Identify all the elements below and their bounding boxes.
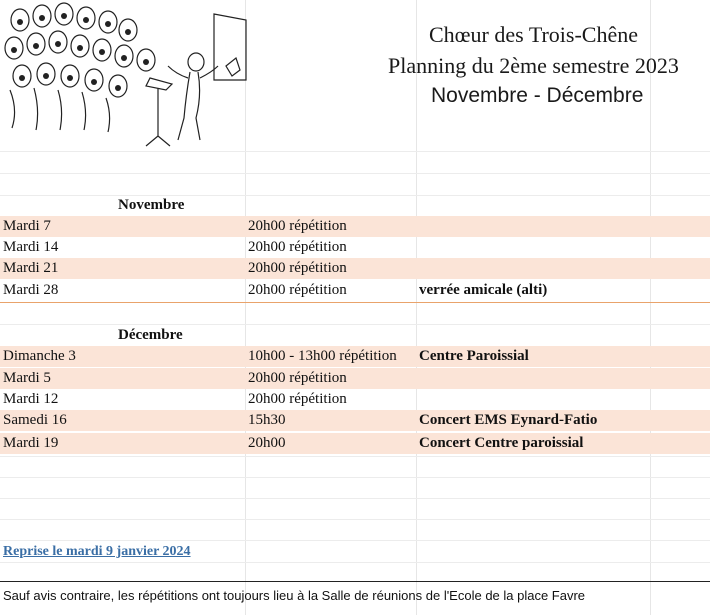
grid-line	[0, 195, 710, 196]
row-time: 20h00 répétition	[248, 282, 347, 298]
row-day: Mardi 12	[3, 391, 59, 407]
row-day: Mardi 19	[3, 435, 59, 451]
choir-name: Chœur des Trois-Chêne	[429, 22, 639, 47]
row-time: 20h00 répétition	[248, 218, 347, 234]
schedule-row	[0, 346, 710, 367]
grid-line	[0, 477, 710, 478]
row-day: Mardi 5	[3, 370, 51, 386]
grid-line	[416, 0, 417, 615]
row-note: verrée amicale (alti)	[419, 282, 548, 298]
grid-line	[0, 173, 710, 174]
grid-line	[0, 519, 710, 520]
row-day: Mardi 7	[3, 218, 51, 234]
row-day: Mardi 14	[3, 239, 59, 255]
row-note: Centre Paroissial	[419, 348, 529, 364]
schedule-row	[0, 237, 710, 258]
schedule-row	[0, 389, 710, 410]
row-day: Mardi 21	[3, 260, 59, 276]
section-divider	[0, 302, 710, 303]
row-time: 15h30	[248, 412, 286, 428]
schedule-row	[0, 216, 710, 237]
grid-line	[0, 562, 710, 563]
grid-line	[0, 324, 710, 325]
grid-line	[0, 151, 710, 152]
schedule-row	[0, 280, 710, 301]
month-heading-novembre: Novembre	[118, 197, 185, 213]
row-note: Concert EMS Eynard-Fatio	[419, 412, 598, 428]
footer-note: Sauf avis contraire, les répétitions ont toujours lieu à la Salle de réunions de l'Ecole de la place Favre	[3, 588, 586, 603]
schedule-row	[0, 433, 710, 454]
grid-line	[650, 0, 651, 615]
period-subtitle: Novembre - Décembre	[431, 84, 644, 107]
row-note: Concert Centre paroissial	[419, 435, 584, 451]
row-time: 20h00	[248, 435, 286, 451]
grid-line	[0, 456, 710, 457]
row-time: 20h00 répétition	[248, 260, 347, 276]
grid-line	[0, 498, 710, 499]
month-heading-decembre: Décembre	[118, 327, 183, 343]
row-time: 20h00 répétition	[248, 370, 347, 386]
planning-title: Planning du 2ème semestre 2023	[388, 53, 679, 78]
schedule-row	[0, 368, 710, 389]
schedule-row	[0, 410, 710, 431]
choir-illustration	[0, 0, 258, 148]
schedule-row	[0, 258, 710, 279]
row-day: Samedi 16	[3, 412, 67, 428]
footer-divider	[0, 581, 710, 582]
row-time: 20h00 répétition	[248, 239, 347, 255]
row-time: 10h00 - 13h00 répétition	[248, 348, 397, 364]
reprise-link[interactable]: Reprise le mardi 9 janvier 2024	[3, 544, 191, 559]
row-time: 20h00 répétition	[248, 391, 347, 407]
row-day: Dimanche 3	[3, 348, 76, 364]
grid-line	[0, 540, 710, 541]
row-day: Mardi 28	[3, 282, 59, 298]
